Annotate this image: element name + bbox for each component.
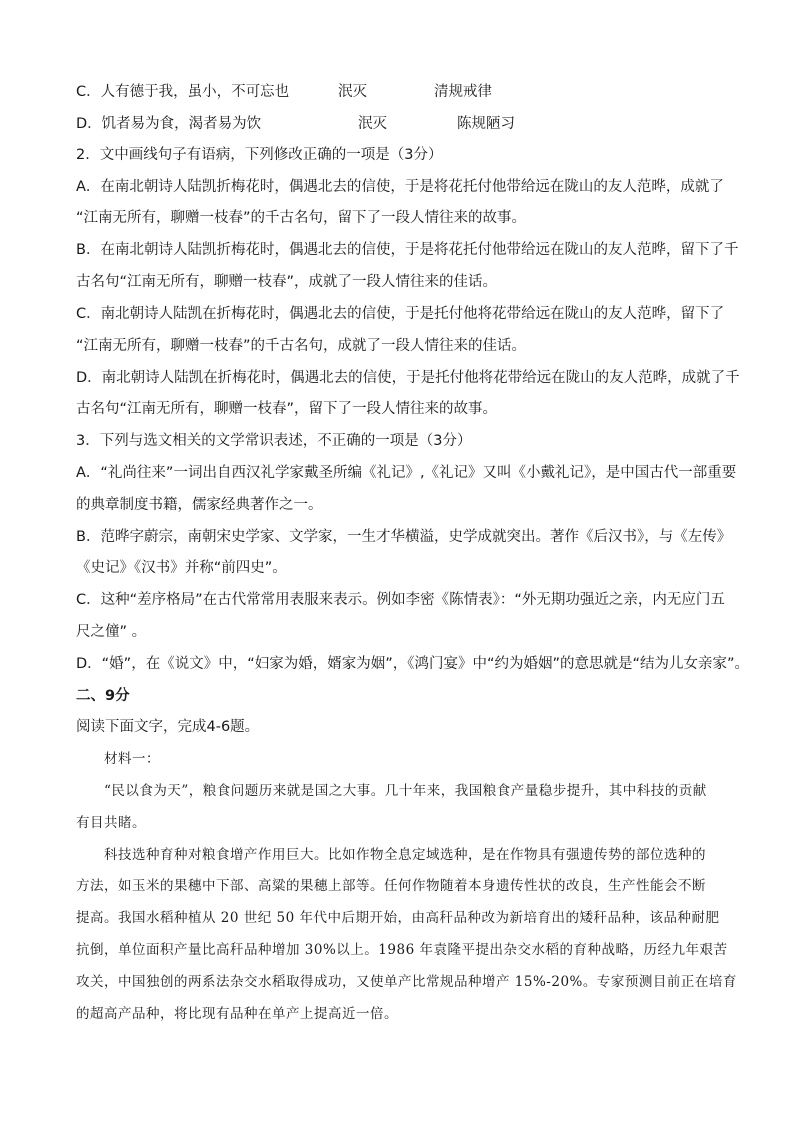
material-p2-line6: 的超高产品种，将比现有品种在单产上提高近一倍。 [76, 1006, 398, 1022]
q2-option-c-line1: C．南北朝诗人陆凯在折梅花时，偶遇北去的信使，于是托付他将花带给远在陇山的友人范晔，留下了 [76, 306, 725, 322]
q3-option-a-line2: 的典章制度书籍，儒家经典著作之一。 [76, 497, 323, 513]
q1-option-c: C．人有德于我，虽小，不可忘也 [76, 84, 290, 100]
material-p2-line1: 科技选种育种对粮食增产作用巨大。比如作物全息定域选种，是在作物具有强遗传势的部位选种的 [104, 847, 706, 863]
material-p2-line3: 提高。我国水稻种植从 20 世纪 50 年代中后期开始，由高秆品种改为新培育出的矮秆品种，该品种耐肥 [76, 910, 720, 926]
q2-option-b-line1: B．在南北朝诗人陆凯折梅花时，偶遇北去的信使，于是将花托付他带给远在陇山的友人范晔，留下了千 [76, 242, 739, 258]
q1-option-d: D．饥者易为食，渴者易为饮 [76, 116, 262, 132]
q3-stem: 3．下列与选文相关的文学常识表述，不正确的一项是（3分） [76, 433, 472, 449]
q2-option-d-line1: D．南北朝诗人陆凯在折梅花时，偶遇北去的信使，于是托付他将花带给远在陇山的友人范晔，成就了千 [76, 370, 740, 386]
q2-option-a-line1: A．在南北朝诗人陆凯折梅花时，偶遇北去的信使，于是将花托付他带给远在陇山的友人范晔，成就了 [76, 179, 724, 195]
q1-option-d-word2: 陈规陋习 [457, 116, 515, 132]
q3-option-d: D．“婚”，在《说文》中，“妇家为婚，婿家为姻”，《鸿门宴》中“约为婚姻”的意思就是“结为儿女亲家”。 [76, 656, 750, 672]
material-p1-line2: 有目共睹。 [76, 815, 146, 831]
material-p2-line4: 抗倒，单位面积产量比高秆品种增加 30%以上。1986 年袁隆平提出杂交水稻的育种战略，历经九年艰苦 [76, 942, 728, 958]
q2-option-d-line2: 古名句“江南无所有，聊赠一枝春”，留下了一段人情往来的故事。 [76, 401, 498, 417]
q2-option-a-line2: “江南无所有，聊赠一枝春”的千古名句，留下了一段人情往来的故事。 [76, 210, 527, 226]
section-2-heading: 二、9分 [76, 688, 130, 704]
material-p2-line2: 方法，如玉米的果穗中下部、高粱的果穗上部等。任何作物随着本身遗传性状的改良，生产性能会不断 [76, 878, 706, 894]
material-label: 材料一： [104, 751, 160, 767]
q2-stem: 2．文中画线句子有语病，下列修改正确的一项是（3分） [76, 147, 443, 163]
material-p1-line1: “民以食为天”，粮食问题历来就是国之大事。几十年来，我国粮食产量稳步提升，其中科技的贡献 [104, 783, 707, 799]
q3-option-b-line2: 《史记》《汉书》并称“前四史”。 [76, 560, 287, 576]
q3-option-b-line1: B．范晔字蔚宗，南朝宋史学家、文学家，一生才华横溢，史学成就突出。著作《后汉书》，与《左传》 [76, 529, 732, 545]
q1-option-c-word2: 清规戒律 [434, 84, 492, 100]
q2-option-c-line2: “江南无所有，聊赠一枝春”的千古名句，成就了一段人情往来的佳话。 [76, 338, 527, 354]
q2-option-b-line2: 古名句“江南无所有，聊赠一枝春”，成就了一段人情往来的佳话。 [76, 274, 498, 290]
q3-option-c-line1: C．这种“差序格局”在古代常常用表服来表示。例如李密《陈情表》：“外无期功强近之亲，内无应门五 [76, 592, 725, 608]
q1-option-d-word1: 泯灭 [358, 116, 387, 132]
q3-option-c-line2: 尺之僮” 。 [76, 624, 147, 640]
q3-option-a-line1: A．“礼尚往来”一词出自西汉礼学家戴圣所编《礼记》,《礼记》又叫《小戴礼记》，是中国古代一部重要 [76, 465, 737, 481]
section-2-instruction: 阅读下面文字，完成4-6题。 [76, 719, 260, 735]
material-p2-line5: 攻关，中国独创的两系法杂交水稻取得成功，又使单产比常规品种增产 15%-20%。专家预测目前正在培育 [76, 974, 737, 990]
q1-option-c-word1: 泯灭 [338, 84, 367, 100]
